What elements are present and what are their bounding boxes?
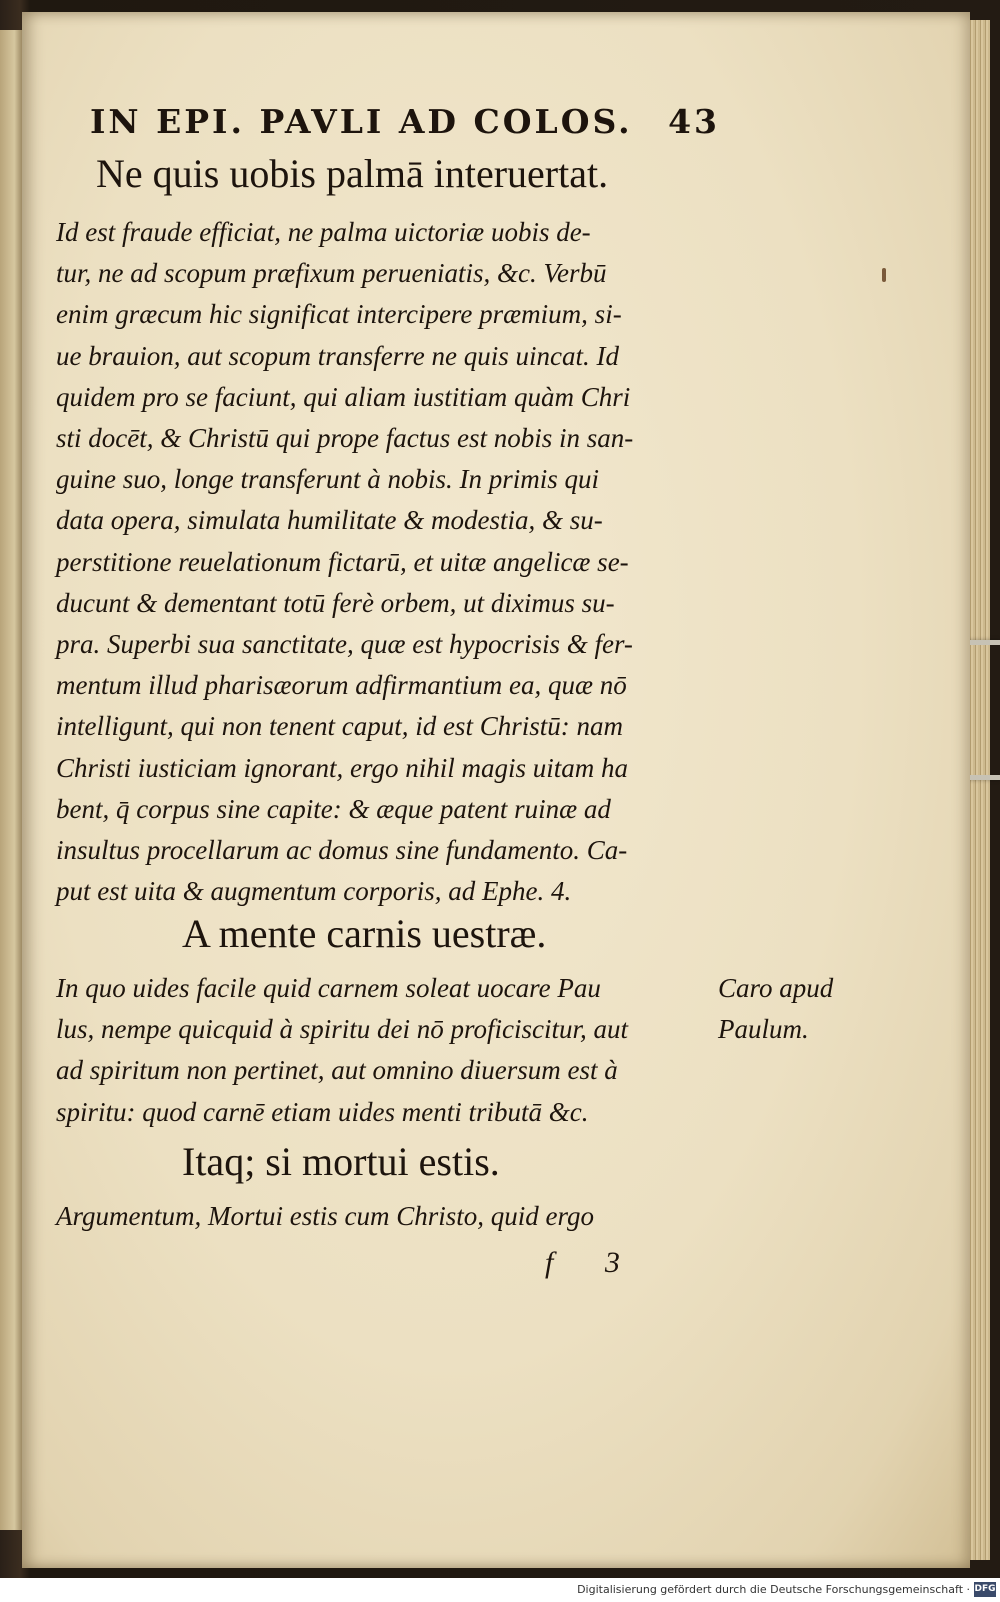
text-line: quidem pro se faciunt, qui aliam iustitiam quàm Chri <box>56 381 631 412</box>
digitization-footer <box>0 1578 1000 1602</box>
text-line: guine suo, longe transferunt à nobis. In primis qui <box>56 464 600 495</box>
text-line: ad spiritum non pertinet, aut omnino diuersum est à <box>56 1055 618 1086</box>
text-line: spiritu: quod carnē etiam uides menti tributā &c. <box>56 1096 589 1127</box>
lemma-heading: A mente carnis uestræ. <box>182 911 547 956</box>
marginal-note-line: Caro apud <box>718 973 834 1003</box>
funding-credit: Digitalisierung gefördert durch die Deutsche Forschungsgemeinschaft · <box>577 1583 970 1596</box>
text-line: bent, q̄ corpus sine capite: & æque patent ruinæ ad <box>56 793 611 824</box>
text-line: ue brauion, aut scopum transferre ne quis uincat. Id <box>56 340 619 371</box>
commentary-block <box>56 212 716 912</box>
lemma-heading: Itaq; si mortui estis. <box>182 1139 500 1184</box>
marginal-note-line: Paulum. <box>718 1014 809 1045</box>
text-line: insultus procellarum ac domus sine fundamento. Ca- <box>56 835 628 866</box>
text-line: sti docēt, & Christū qui prope factus est nobis in san- <box>56 423 634 454</box>
text-line: put est uita & augmentum corporis, ad Ephe. 4. <box>56 876 572 907</box>
running-head <box>90 102 720 141</box>
previous-page-edge <box>0 30 24 1530</box>
text-line: enim græcum hic significat intercipere præmium, si- <box>56 299 622 330</box>
signature-mark: f 3 <box>545 1246 642 1279</box>
lemma-heading: Ne quis uobis palmā interuertat. <box>96 151 609 196</box>
text-line: Argumentum, Mortui estis cum Christo, quid ergo <box>56 1201 594 1231</box>
text-line: intelligunt, qui non tenent caput, id est Christū: nam <box>56 711 623 742</box>
text-line: pra. Superbi sua sanctitate, quæ est hypocrisis & fer- <box>56 629 633 660</box>
text-line: lus, nempe quicquid à spiritu dei nō proficiscitur, aut <box>56 1014 628 1045</box>
commentary-block <box>56 1196 716 1237</box>
text-line: Christi iusticiam ignorant, ergo nihil magis uitam ha <box>56 752 629 783</box>
text-line: perstitione reuelationum fictarū, et uitæ angelicæ se- <box>56 546 629 577</box>
text-line: In quo uides facile quid carnem soleat uocare Pau <box>56 973 601 1003</box>
page-number: 43 <box>668 102 720 141</box>
running-head-title: IN EPI. PAVLI AD COLOS. <box>90 102 633 141</box>
text-line: Id est fraude efficiat, ne palma uictoriæ uobis de- <box>56 217 591 247</box>
page-fore-edge <box>968 20 990 1560</box>
text-line: data opera, simulata humilitate & modestia, & su- <box>56 505 603 536</box>
commentary-block <box>56 968 716 1133</box>
ink-speck <box>882 268 886 282</box>
text-line: tur, ne ad scopum præfixum perueniatis, &c. Verbū <box>56 258 607 289</box>
dfg-logo: DFG <box>974 1582 996 1597</box>
text-line: mentum illud pharisæorum adfirmantium ea, quæ nō <box>56 670 627 701</box>
marginal-note <box>718 968 858 1050</box>
text-line: ducunt & dementant totū ferè orbem, ut diximus su- <box>56 587 615 618</box>
